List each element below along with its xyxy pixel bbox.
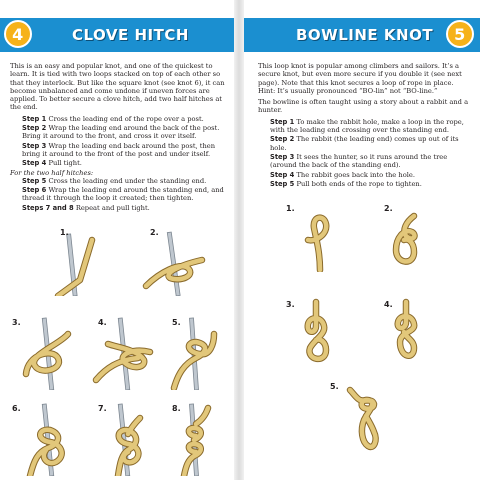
- page-title: CLOVE HITCH: [72, 26, 189, 44]
- step-item: [10, 124, 226, 141]
- step-item: [258, 153, 470, 170]
- bowline-step4-illustration: [374, 298, 434, 372]
- step-label: Step 3: [22, 141, 47, 150]
- step-text: Cross the leading end under the standing end.: [48, 176, 207, 185]
- intro-paragraph: This is an easy and popular knot, and one of the quickest to learn. It is tied with two loops stacked on top of each other so that they interlock. But like the square knot (see knot 6), it can become unbalanced and come undone if uneven forces are applied. To better secure a clove hitch, add two half hitches at the end.: [10, 62, 225, 112]
- clove-hitch-figure-8: [162, 400, 232, 476]
- subheading: For the two half hitches:: [10, 168, 94, 177]
- figure-number: 2.: [384, 204, 393, 213]
- step-text: Repeat and pull tight.: [75, 203, 150, 212]
- figure-number: 5.: [330, 382, 339, 391]
- figure-number: 1.: [60, 228, 69, 237]
- intro-paragraph: This loop knot is popular among climbers and sailors. It’s a secure knot, but even more secure if you double it (see next page). Note that this knot secures a loop of rope in place. Hint: It’s usually pronounced “BO-lin” not “BO-line.”: [258, 62, 462, 95]
- step-item: [258, 118, 470, 135]
- step-item: [258, 180, 470, 188]
- bowline-step1-illustration: [286, 202, 346, 272]
- figure-number: 7.: [98, 404, 107, 413]
- step-text: To make the rabbit hole, make a loop in the rope, with the leading end crossing over the standing end.: [270, 117, 464, 135]
- clove-hitch-figure-6: [12, 400, 82, 476]
- clove-hitch-step3-illustration: [12, 314, 82, 390]
- step-label: Step 2: [22, 124, 47, 133]
- clove-hitch-figure-4: [88, 314, 158, 390]
- figure-number: 3.: [286, 300, 295, 309]
- right-body-text: [258, 62, 470, 189]
- clove-hitch-figure-3: [12, 314, 82, 390]
- step-label: Step 6: [22, 186, 47, 195]
- left-body-text: [10, 62, 226, 213]
- figure-number: 5.: [172, 318, 181, 327]
- step-text: The rabbit (the leading end) comes up out of its hole.: [270, 135, 459, 152]
- step-text: Pull both ends of the rope to tighten.: [296, 179, 422, 188]
- bowline-figure-3: [286, 298, 346, 372]
- figure-number: 1.: [286, 204, 295, 213]
- step-text: It sees the hunter, so it runs around the tree (around the back of the standing end).: [270, 152, 448, 170]
- step-item: [10, 177, 226, 185]
- step-label: Step 4: [22, 159, 47, 168]
- step-label: Step 1: [270, 117, 295, 126]
- bowline-figure-5: [330, 380, 390, 460]
- page-title: BOWLINE KNOT: [296, 26, 434, 44]
- figure-number: 8.: [172, 404, 181, 413]
- step-item: [10, 159, 226, 167]
- bowline-step5-illustration: [330, 380, 390, 460]
- bowline-figure-2: [374, 202, 434, 276]
- step-item: [258, 135, 470, 152]
- step-text: Wrap the leading end around the back of the post. Bring it around to the front, and cross it over itself.: [22, 124, 220, 141]
- clove-hitch-figure-5: [162, 314, 232, 390]
- step-text: Cross the leading end of the rope over a post.: [48, 114, 204, 123]
- bowline-figure-4: [374, 298, 434, 372]
- bowline-step2-illustration: [374, 202, 434, 276]
- book-gutter: [234, 0, 244, 480]
- bowline-figure-1: [286, 202, 346, 272]
- figure-number: 4.: [384, 300, 393, 309]
- step-label: Step 5: [270, 179, 295, 188]
- figure-number: 6.: [12, 404, 21, 413]
- left-page-banner: [0, 18, 234, 52]
- step-item: [10, 142, 226, 159]
- step-label: Step 3: [270, 152, 295, 161]
- left-page: [0, 18, 234, 480]
- step-text: Wrap the leading end around the standing end, and thread it through the loop it created; then tighten.: [22, 186, 224, 203]
- step-item: [10, 186, 226, 203]
- step-item: [10, 115, 226, 123]
- step-label: Step 1: [22, 114, 47, 123]
- page-number-badge: 4: [4, 20, 32, 48]
- right-page: [244, 18, 480, 480]
- figure-number: 4.: [98, 318, 107, 327]
- step-item: [10, 204, 226, 212]
- clove-hitch-figure-7: [88, 400, 158, 476]
- right-page-banner: [244, 18, 480, 52]
- step-text: The rabbit goes back into the hole.: [296, 170, 415, 179]
- bowline-step3-illustration: [286, 298, 346, 372]
- figure-number: 3.: [12, 318, 21, 327]
- figure-number: 2.: [150, 228, 159, 237]
- story-paragraph: The bowline is often taught using a story about a rabbit and a hunter.: [258, 98, 469, 115]
- step-label: Step 4: [270, 170, 295, 179]
- step-item: [258, 171, 470, 179]
- page-number-badge: 5: [446, 20, 474, 48]
- step-label: Steps 7 and 8: [22, 203, 74, 212]
- clove-hitch-figure-1: [50, 226, 120, 296]
- step-label: Step 5: [22, 176, 47, 185]
- step-label: Step 2: [270, 135, 295, 144]
- clove-hitch-step6-illustration: [12, 400, 82, 476]
- step-text: Wrap the leading end back around the post, then bring it around to the front of the post and under itself.: [22, 141, 216, 158]
- step-text: Pull tight.: [48, 159, 82, 168]
- clove-hitch-figure-2: [140, 226, 210, 296]
